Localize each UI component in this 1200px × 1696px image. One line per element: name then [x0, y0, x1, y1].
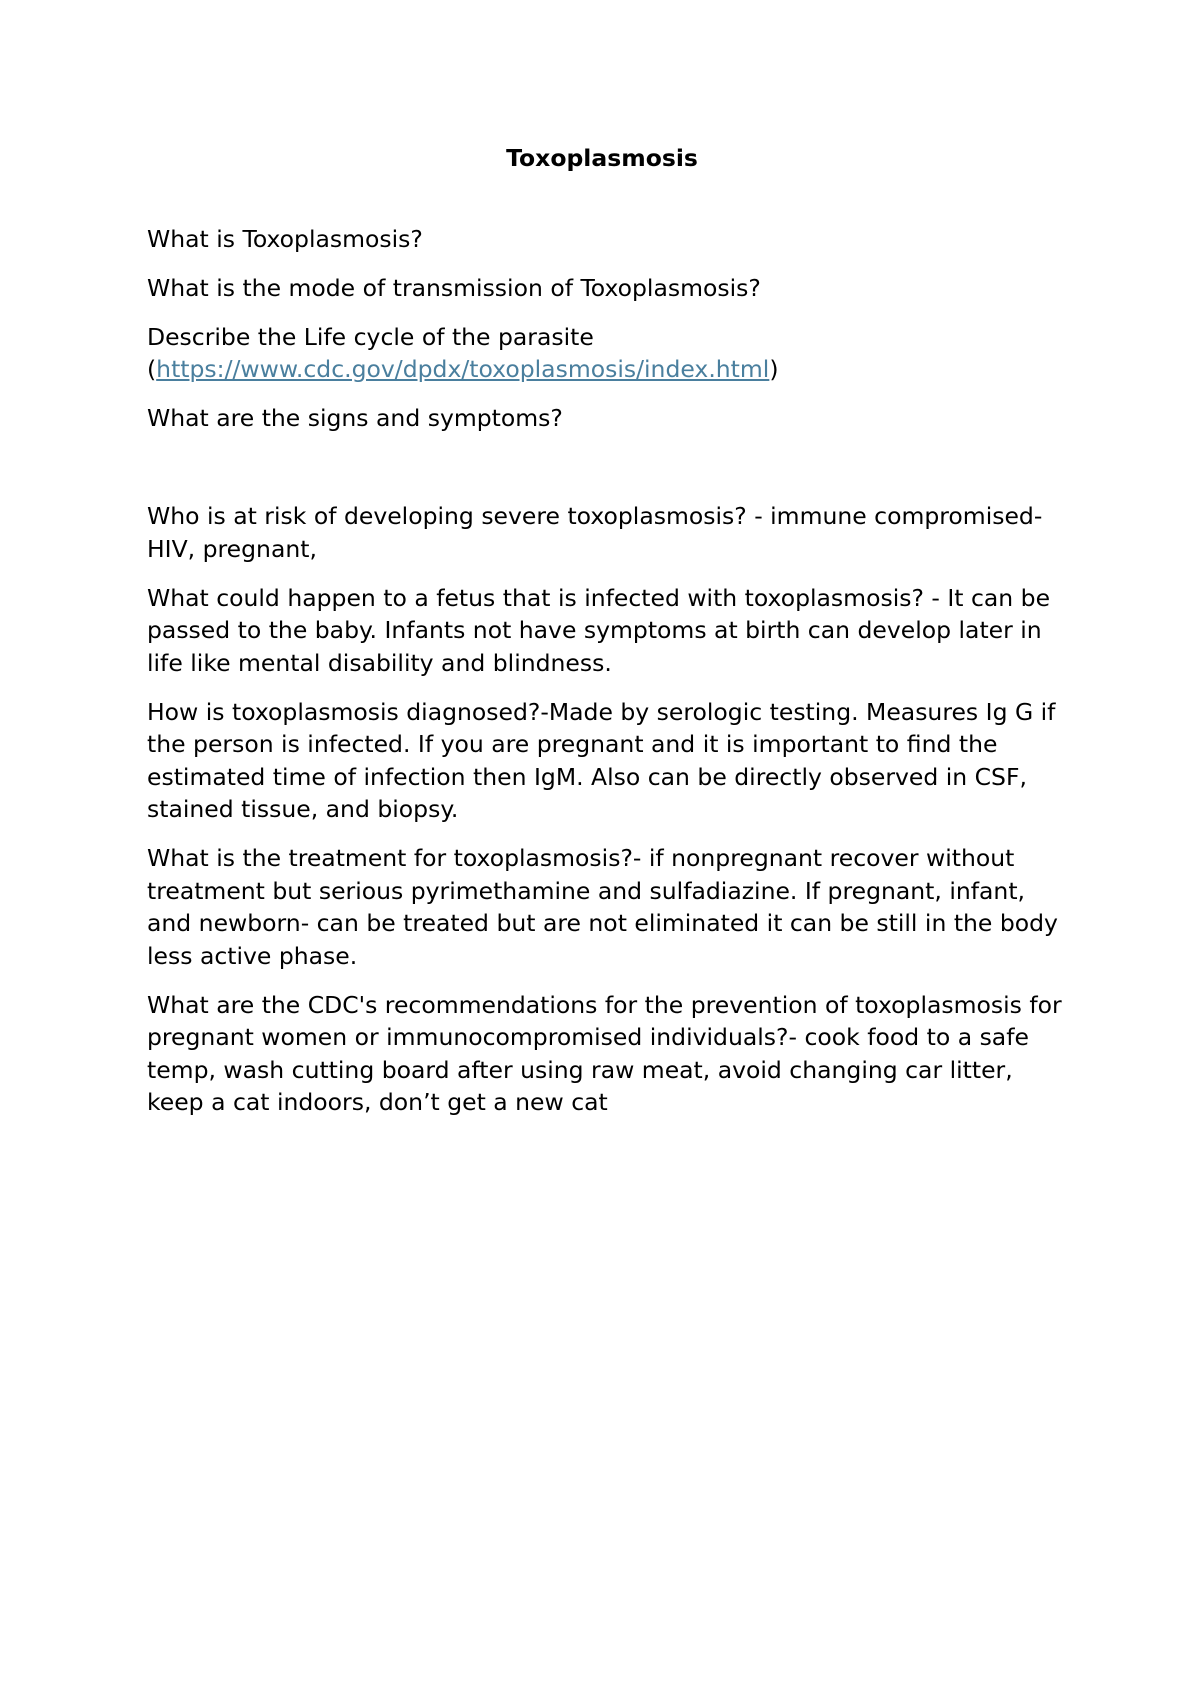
question-risk: Who is at risk of developing severe toxoplasmosis? - immune compromised- HIV, pregnant, — [147, 502, 1043, 563]
life-cycle-open-paren: ( — [147, 355, 157, 383]
life-cycle-text: Describe the Life cycle of the parasite — [147, 322, 594, 351]
question-signs-symptoms: What are the signs and symptoms? — [147, 404, 563, 432]
cdc-link[interactable]: https://www.cdc.gov/dpdx/toxoplasmosis/index.html — [156, 355, 770, 383]
question-life-cycle — [147, 321, 1067, 386]
blank-line — [147, 451, 1067, 500]
question-treatment: What is the treatment for toxoplasmosis?- if nonpregnant recover without treatment but serious pyrimethamine and sulfadiazine. If pregnant, infant, and newborn- can be treated but are not eliminated it can be still in the body less active phase. — [147, 844, 1058, 970]
question-fetus: What could happen to a fetus that is infected with toxoplasmosis? - It can be passed to the baby. Infants not have symptoms at birth can develop later in life like mental disability and blindness. — [147, 583, 1051, 677]
document-page — [147, 142, 1067, 1135]
question-what-is: What is Toxoplasmosis? — [147, 224, 423, 253]
document-title: Toxoplasmosis — [506, 144, 698, 172]
question-prevention: What are the CDC's recommendations for the prevention of toxoplasmosis for pregnant women or immunocompromised individuals?- cook food to a safe temp, wash cutting board after using raw meat, avoid changing car litter, keep a cat indoors, don’t get a new cat — [147, 990, 1062, 1116]
question-diagnosis: How is toxoplasmosis diagnosed?-Made by serologic testing. Measures Ig G if the person is infected. If you are pregnant and it is important to find the estimated time of infection then IgM. Also can be directly observed in CSF, stained tissue, and biopsy. — [147, 697, 1056, 823]
question-transmission: What is the mode of transmission of Toxoplasmosis? — [147, 273, 761, 302]
life-cycle-close-paren: ) — [769, 355, 779, 383]
